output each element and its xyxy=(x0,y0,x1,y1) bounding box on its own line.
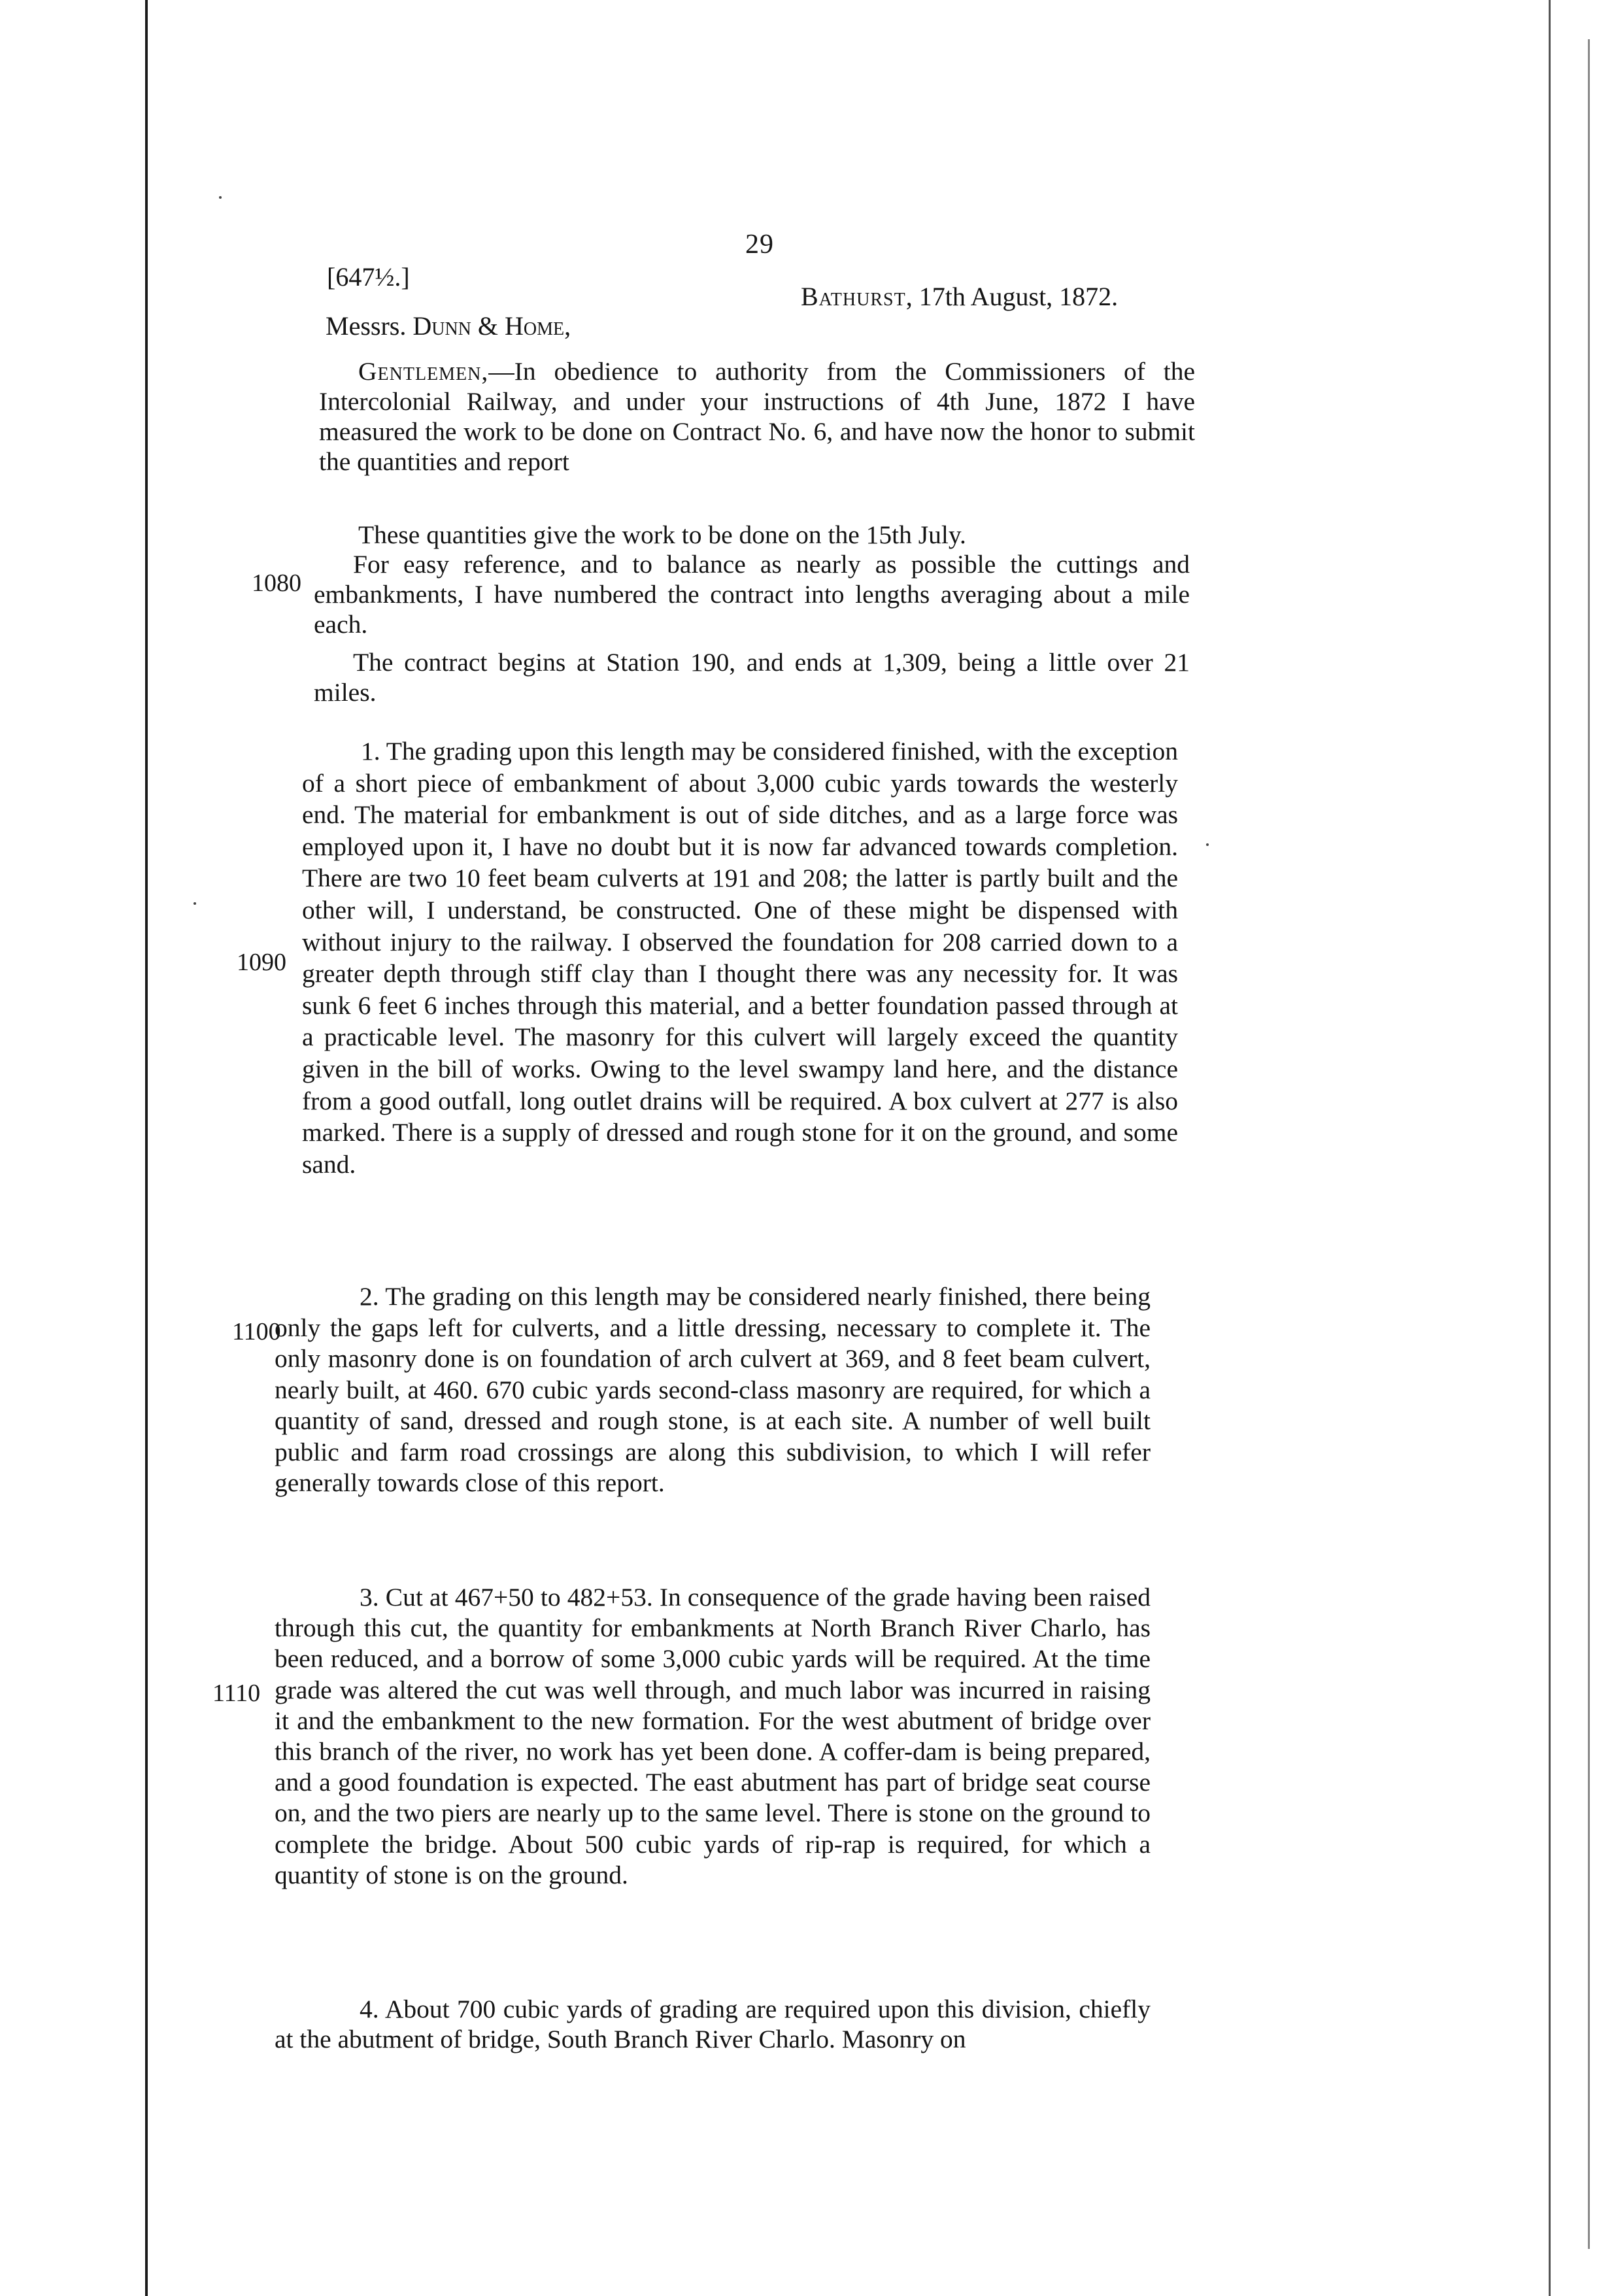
scan-speck xyxy=(1206,843,1209,846)
addressee-prefix: Messrs. xyxy=(326,311,407,341)
addressee xyxy=(326,311,571,341)
paragraph-section-4: 4. About 700 cubic yards of grading are required upon this division, chiefly at the abutment of bridge, South Branch River Charlo. Masonry on xyxy=(275,1995,1151,2053)
marginal-line-number: 1080 xyxy=(252,569,301,597)
paragraph-opening-text: —In obedience to authority from the Commissioners of the Intercolonial Railway, and under your instructions of 4th June, 1872 I have measured the work to be done on Contract No. 6, and have now the honor to submit the quantities and report xyxy=(319,357,1195,476)
dateline-date: , 17th August, 1872. xyxy=(905,282,1119,311)
scan-border-right-inner xyxy=(1588,39,1590,2249)
page-number: 29 xyxy=(745,229,774,260)
scan-speck xyxy=(219,196,222,199)
addressee-names: Dunn & Home, xyxy=(412,311,571,341)
scan-border-right xyxy=(1549,0,1616,2296)
scan-speck xyxy=(194,902,196,905)
salutation: Gentlemen, xyxy=(358,357,489,386)
paragraph-opening xyxy=(319,356,1195,477)
marginal-line-number: 1090 xyxy=(237,949,286,976)
paragraph: These quantities give the work to be done on the 15th July. xyxy=(358,520,966,549)
dateline-place: Bathurst xyxy=(801,282,906,311)
scan-border-left xyxy=(145,0,148,2296)
marginal-line-number: 1100 xyxy=(232,1318,281,1345)
paragraph: The contract begins at Station 190, and ends at 1,309, being a little over 21 miles. xyxy=(314,648,1190,707)
paragraph: For easy reference, and to balance as nearly as possible the cuttings and embankments, I have numbered the contract into lengths averaging about a mile each. xyxy=(314,550,1190,639)
paragraph-section-3: 3. Cut at 467+50 to 482+53. In consequence of the grade having been raised through this cut, the quantity for embankments at North Branch River Charlo, has been reduced, and a borrow of some 3,000 cubic yards will be required. At the time grade was altered the cut was well through, and much labor was incurred in raising it and the embankment to the new formation. For the west abutment of bridge over this branch of the river, no work has yet been done. A coffer-dam is being prepared, and a good foundation is expected. The east abutment has part of bridge seat course on, and the two piers are nearly up to the same level. There is stone on the ground to complete the bridge. About 500 cubic yards of rip-rap is required, for which a quantity of stone is on the ground. xyxy=(275,1583,1151,1889)
paragraph-section-2: 2. The grading on this length may be considered nearly finished, there being only the gaps left for culverts, and a little dressing, necessary to complete it. The only masonry done is on foundation of arch culvert at 369, and 8 feet beam culvert, nearly built, at 460. 670 cubic yards second-class masonry are required, for which a quantity of sand, dressed and rough stone, is at each site. A number of well built public and farm road crossings are along this subdivision, to which I will refer generally towards close of this report. xyxy=(275,1282,1151,1497)
paragraph-section-1: 1. The grading upon this length may be considered finished, with the exception of a short piece of embankment of about 3,000 cubic yards towards the westerly end. The material for embankment is out of side ditches, and as a large force was employed upon it, I have no doubt but it is now far advanced towards completion. There are two 10 feet beam culverts at 191 and 208; the latter is partly built and the other will, I understand, be constructed. One of these might be dispensed with without injury to the railway. I observed the foundation for 208 carried down to a greater depth through stiff clay than I thought there was any necessity for. It was sunk 6 feet 6 inches through this material, and a better foundation passed through at a practicable level. The masonry for this culvert will largely exceed the quantity given in the bill of works. Owing to the level swampy land here, and the distance from a good outfall, long outlet drains will be required. A box culvert at 277 is also marked. There is a supply of dressed and rough stone for it on the ground, and some sand. xyxy=(302,737,1178,1179)
dateline xyxy=(801,281,1118,312)
document-reference: [647½.] xyxy=(327,262,410,292)
marginal-line-number: 1110 xyxy=(212,1680,261,1707)
